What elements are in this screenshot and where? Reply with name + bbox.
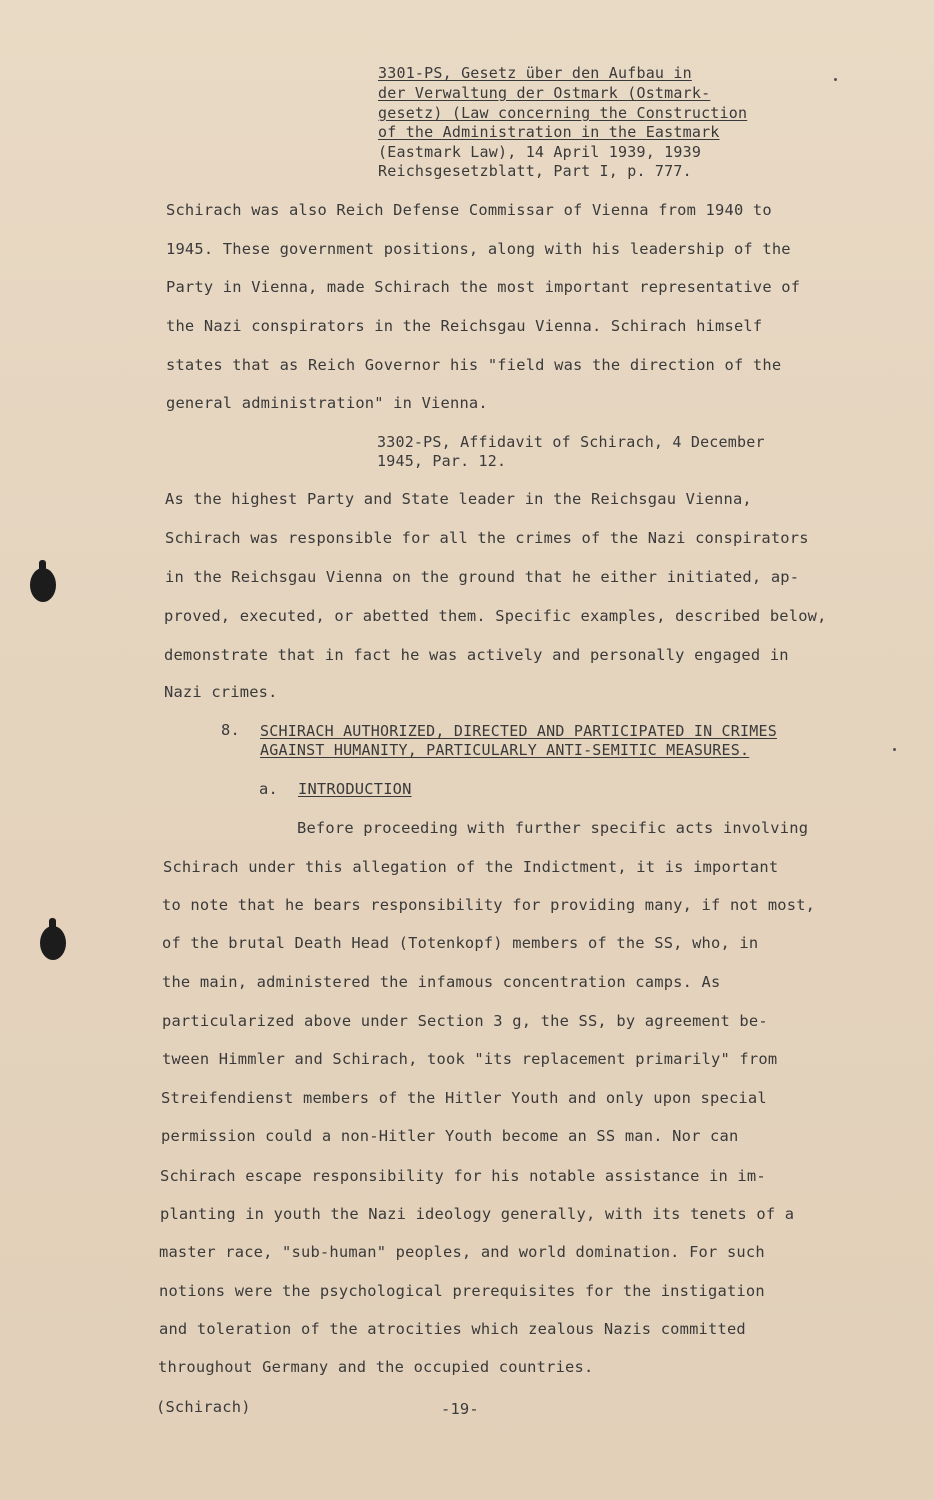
citation-line: Reichsgesetzblatt, Part I, p. 777. <box>378 162 692 180</box>
body-line: general administration" in Vienna. <box>166 394 488 412</box>
page-number: -19- <box>441 1400 479 1418</box>
citation-line: of the Administration in the Eastmark <box>378 123 720 141</box>
body-line: Schirach under this allegation of the Indictment, it is important <box>163 858 779 876</box>
body-line: throughout Germany and the occupied countries. <box>158 1358 594 1376</box>
footer-label: (Schirach) <box>156 1398 251 1416</box>
body-line: particularized above under Section 3 g, the SS, by agreement be- <box>162 1012 768 1030</box>
body-line: Schirach escape responsibility for his notable assistance in im- <box>160 1167 766 1185</box>
citation-line: 1945, Par. 12. <box>377 452 507 470</box>
paper-speck <box>834 78 837 81</box>
body-line: tween Himmler and Schirach, took "its replacement primarily" from <box>162 1050 778 1068</box>
body-line: 1945. These government positions, along with his leadership of the <box>166 240 791 258</box>
citation-line: 3301-PS, Gesetz über den Aufbau in <box>378 64 692 82</box>
section-title-line: AGAINST HUMANITY, PARTICULARLY ANTI-SEMITIC MEASURES. <box>260 741 750 759</box>
body-line: Party in Vienna, made Schirach the most important representative of <box>166 278 801 296</box>
punch-hole-bottom <box>40 926 66 960</box>
body-line: planting in youth the Nazi ideology generally, with its tenets of a <box>160 1205 795 1223</box>
body-line: Streifendienst members of the Hitler Youth and only upon special <box>161 1089 767 1107</box>
citation-line: gesetz) (Law concerning the Construction <box>378 104 748 122</box>
citation-line: 3302-PS, Affidavit of Schirach, 4 December <box>377 433 765 451</box>
body-line: Before proceeding with further specific acts involving <box>297 819 809 837</box>
body-line: the Nazi conspirators in the Reichsgau Vienna. Schirach himself <box>166 317 763 335</box>
paper-speck <box>893 748 896 751</box>
body-line: the main, administered the infamous concentration camps. As <box>162 973 721 991</box>
body-line: in the Reichsgau Vienna on the ground that he either initiated, ap- <box>165 568 800 586</box>
body-line: to note that he bears responsibility for providing many, if not most, <box>162 896 816 914</box>
body-line: demonstrate that in fact he was actively and personally engaged in <box>164 646 789 664</box>
citation-line: (Eastmark Law), 14 April 1939, 1939 <box>378 143 702 161</box>
section-number: 8. <box>221 721 240 739</box>
body-line: proved, executed, or abetted them. Specific examples, described below, <box>164 607 827 625</box>
body-line: As the highest Party and State leader in the Reichsgau Vienna, <box>165 490 752 508</box>
body-line: of the brutal Death Head (Totenkopf) members of the SS, who, in <box>162 934 759 952</box>
subsection-title: INTRODUCTION <box>298 780 412 798</box>
body-line: permission could a non-Hitler Youth become an SS man. Nor can <box>161 1127 739 1145</box>
body-line: and toleration of the atrocities which zealous Nazis committed <box>159 1320 746 1338</box>
citation-line: der Verwaltung der Ostmark (Ostmark- <box>378 84 711 102</box>
body-line: notions were the psychological prerequisites for the instigation <box>159 1282 765 1300</box>
body-line: Schirach was also Reich Defense Commissar of Vienna from 1940 to <box>166 201 772 219</box>
punch-hole-top <box>30 568 56 602</box>
body-line: states that as Reich Governor his "field was the direction of the <box>166 356 782 374</box>
body-line: Schirach was responsible for all the crimes of the Nazi conspirators <box>165 529 809 547</box>
subsection-number: a. <box>259 780 278 798</box>
body-line: Nazi crimes. <box>164 683 278 701</box>
section-title-line: SCHIRACH AUTHORIZED, DIRECTED AND PARTICIPATED IN CRIMES <box>260 722 777 740</box>
body-line: master race, "sub-human" peoples, and world domination. For such <box>159 1243 765 1261</box>
